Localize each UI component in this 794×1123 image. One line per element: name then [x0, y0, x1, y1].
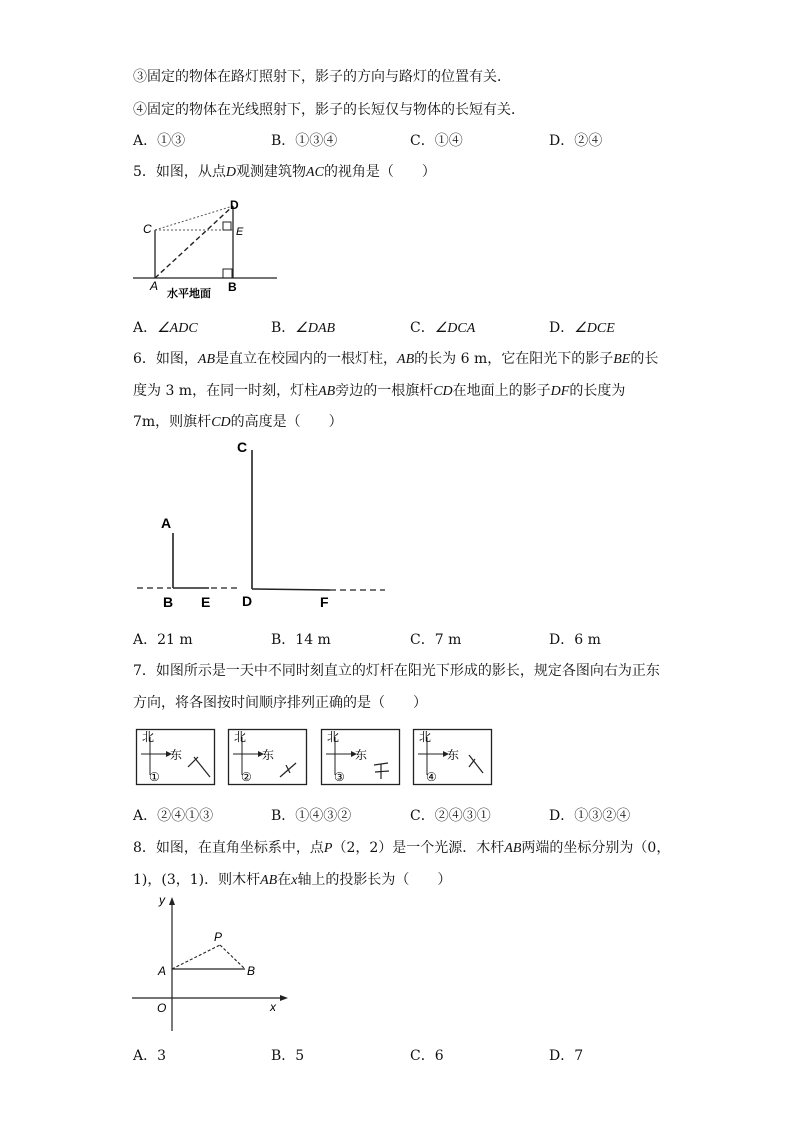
- q8-label-a: A: [158, 964, 167, 978]
- q6-label-d: D: [242, 593, 253, 609]
- q8-label-o: O: [157, 1001, 167, 1015]
- q5-label-d: D: [230, 198, 239, 212]
- q7-panel-3-north: 北: [327, 730, 340, 744]
- q7-option-a[interactable]: A．②④①③: [133, 808, 214, 824]
- q7-panel-2: [228, 727, 308, 787]
- q6-label-c: C: [237, 439, 248, 455]
- q5-option-d[interactable]: D．∠DCE: [549, 320, 615, 336]
- q8-label-y: y: [159, 893, 165, 907]
- q6-option-b[interactable]: B．14 m: [271, 632, 331, 648]
- q5-option-b[interactable]: B．∠DAB: [271, 320, 336, 336]
- q6-option-d[interactable]: D．6 m: [549, 632, 601, 648]
- q4-option-b[interactable]: B．①③④: [271, 133, 338, 149]
- q7-stem-line1: 7．如图所示是一天中不同时刻直立的灯杆在阳光下形成的影长，规定各图向右为正东: [133, 663, 660, 679]
- q4-option-a[interactable]: A．①③: [133, 133, 186, 149]
- q7-panel-3-num: ③: [334, 770, 345, 784]
- q6-label-f: F: [320, 594, 329, 610]
- q8-option-c[interactable]: C．6: [410, 1048, 444, 1064]
- q6-label-b: B: [163, 594, 174, 610]
- q5-stem: 5．如图，从点D观测建筑物AC的视角是（ ）: [133, 164, 436, 180]
- q4-option-c[interactable]: C．①④: [410, 133, 463, 149]
- q8-option-b[interactable]: B．5: [271, 1048, 305, 1064]
- q8-option-d[interactable]: D．7: [549, 1048, 584, 1064]
- q7-option-d[interactable]: D．①③②④: [549, 808, 631, 824]
- q8-stem-line2: 1)，(3，1)．则木杆AB在x轴上的投影长为（ ）: [133, 872, 452, 888]
- q5-label-a: A: [150, 279, 159, 293]
- q5-ground-label: 水平地面: [167, 288, 211, 300]
- q7-option-b[interactable]: B．①④③②: [271, 808, 352, 824]
- q8-label-b: B: [247, 964, 256, 978]
- statement-4: ④固定的物体在光线照射下，影子的长短仅与物体的长短有关．: [133, 102, 525, 118]
- q7-panel-1-east: 东: [170, 748, 183, 762]
- q6-label-a: A: [161, 515, 172, 531]
- q7-panel-1-north: 北: [142, 730, 155, 744]
- statement-3: ③固定的物体在路灯照射下，影子的方向与路灯的位置有关．: [133, 69, 511, 85]
- q5-label-e: E: [236, 226, 244, 238]
- q6-stem-line1: 6．如图，AB是直立在校园内的一根灯柱，AB的长为 6 m，它在阳光下的影子BE的长: [133, 351, 659, 367]
- q6-option-a[interactable]: A．21 m: [133, 632, 193, 648]
- q5-label-b: B: [228, 280, 237, 294]
- q7-stem-line2: 方向，将各图按时间顺序排列正确的是（ ）: [133, 695, 427, 711]
- q5-option-a[interactable]: A．∠ADC: [133, 320, 198, 336]
- q7-panel-4-num: ④: [426, 770, 437, 784]
- q5-option-c[interactable]: C．∠DCA: [410, 320, 476, 336]
- q4-option-d[interactable]: D．②④: [549, 133, 603, 149]
- q8-label-p: P: [214, 930, 223, 944]
- q7-panel-4-east: 东: [447, 748, 460, 762]
- q7-panel-1: [136, 727, 216, 787]
- q6-option-c[interactable]: C．7 m: [410, 632, 462, 648]
- q7-panel-3: [321, 727, 401, 787]
- q8-stem-line1: 8．如图，在直角坐标系中，点P（2，2）是一个光源．木杆AB两端的坐标分别为（0，: [133, 840, 671, 856]
- q5-figure: [133, 198, 283, 298]
- q6-stem-line3: 7m，则旗杆CD的高度是（ ）: [133, 414, 343, 430]
- q7-panel-1-num: ①: [149, 770, 160, 784]
- q8-option-a[interactable]: A．3: [133, 1048, 167, 1064]
- q5-label-c: C: [143, 222, 152, 236]
- q7-option-c[interactable]: C．②④③①: [410, 808, 491, 824]
- q7-panel-3-east: 东: [355, 748, 368, 762]
- q8-figure: [130, 893, 300, 1038]
- q7-panel-2-north: 北: [234, 730, 247, 744]
- q7-panel-2-east: 东: [262, 748, 275, 762]
- q7-panel-4: [413, 727, 493, 787]
- q6-stem-line2: 度为 3 m，在同一时刻，灯柱AB旁边的一根旗杆CD在地面上的影子DF的长度为: [133, 383, 626, 399]
- q6-label-e: E: [201, 594, 211, 610]
- q8-label-x: x: [270, 1000, 276, 1014]
- q6-figure: [135, 436, 395, 616]
- q7-panel-4-north: 北: [419, 730, 432, 744]
- q7-panel-2-num: ②: [241, 770, 252, 784]
